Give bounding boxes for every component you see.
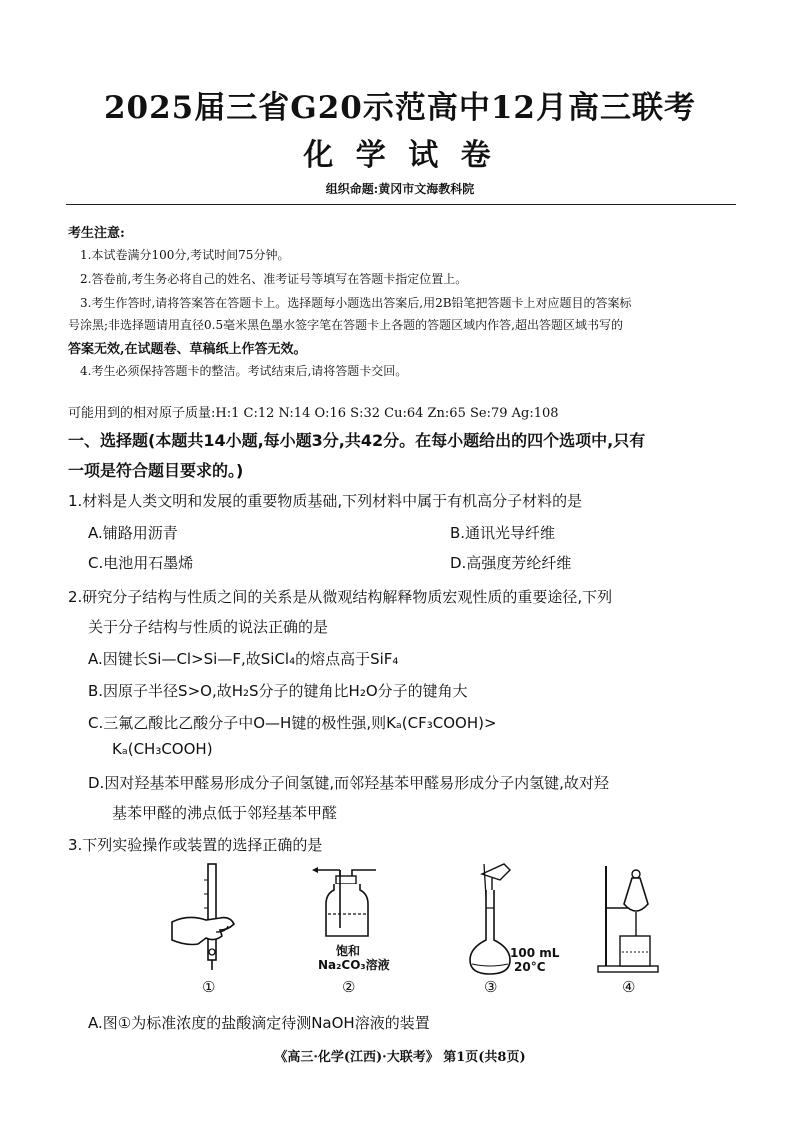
figure-2-number: ②: [342, 978, 356, 996]
burette-hand-icon: [168, 860, 258, 972]
q2-option-b: B.因原子半径S>O,故H₂S分子的键角比H₂O分子的键角大: [88, 682, 468, 700]
q2-option-d-line-2: 基苯甲醛的沸点低于邻羟基苯甲醛: [112, 804, 338, 822]
notice-heading: 考生注意:: [68, 226, 125, 241]
subject-title: 化 学 试 卷: [303, 138, 497, 173]
q1-option-c: C.电池用石墨烯: [88, 554, 194, 572]
section-1-heading-line-1: 一、选择题(本题共14小题,每小题3分,共42分。在每小题给出的四个选项中,只有: [68, 431, 646, 450]
q2-stem-line-2: 关于分子结构与性质的说法正确的是: [88, 618, 329, 636]
wash-bottle-icon: [300, 860, 410, 940]
q2-option-a: A.因键长Si—Cl>Si—F,故SiCl₄的熔点高于SiF₄: [88, 650, 399, 668]
atomic-masses: 可能用到的相对原子质量:H:1 C:12 N:14 O:16 S:32 Cu:64 Zn:65 Se:79 Ag:108: [68, 406, 559, 421]
notice-item-2: 2.答卷前,考生务必将自己的姓名、准考证号等填写在答题卡指定位置上。: [80, 272, 468, 286]
q1-option-a: A.铺路用沥青: [88, 524, 178, 542]
organizer: 组织命题:黄冈市文海教科院: [325, 182, 475, 196]
figure-1-burette: [168, 860, 258, 1000]
figure-3-label-2: 20°C: [514, 960, 546, 974]
q3-option-a: A.图①为标准浓度的盐酸滴定待测NaOH溶液的装置: [88, 1014, 430, 1032]
figure-3-volumetric-flask: [460, 860, 570, 1000]
q1-option-d: D.高强度芳纶纤维: [450, 554, 572, 572]
figure-2-label-2: Na₂CO₃溶液: [318, 958, 390, 972]
separatory-funnel-icon: [596, 860, 666, 974]
page-footer: 《高三·化学(江西)·大联考》 第1页(共8页): [274, 1050, 526, 1065]
section-1-heading-line-2: 一项是符合题目要求的。): [68, 461, 244, 480]
notice-item-3-line-3: 答案无效,在试题卷、草稿纸上作答无效。: [68, 342, 307, 357]
q1-stem: 1.材料是人类文明和发展的重要物质基础,下列材料中属于有机高分子材料的是: [68, 492, 583, 510]
notice-item-3-line-2: 号涂黑;非选择题请用直径0.5毫米黑色墨水签字笔在答题卡上各题的答题区域内作答,超出答题区域书写的: [68, 318, 623, 332]
figure-1-number: ①: [202, 978, 216, 996]
notice-item-1: 1.本试卷满分100分,考试时间75分钟。: [80, 248, 290, 262]
q2-option-d-line-1: D.因对羟基苯甲醛易形成分子间氢键,而邻羟基苯甲醛易形成分子内氢键,故对羟: [88, 774, 609, 792]
exam-title: 2025届三省G20示范高中12月高三联考: [103, 90, 697, 126]
figure-2-wash-bottle: [300, 860, 410, 1000]
figure-3-label-1: 100 mL: [510, 946, 560, 960]
figure-4-number: ④: [622, 978, 636, 996]
q2-option-c-line-1: C.三氟乙酸比乙酸分子中O—H键的极性强,则Kₐ(CF₃COOH)>: [88, 714, 497, 732]
notice-item-4: 4.考生必须保持答题卡的整洁。考试结束后,请将答题卡交回。: [80, 364, 408, 378]
q1-option-b: B.通讯光导纤维: [450, 524, 556, 542]
figure-2-label-1: 饱和: [336, 944, 361, 958]
q2-option-c-line-2: Kₐ(CH₃COOH): [112, 740, 213, 758]
q2-stem-line-1: 2.研究分子结构与性质之间的关系是从微观结构解释物质宏观性质的重要途径,下列: [68, 588, 613, 606]
notice-item-3-line-1: 3.考生作答时,请将答案答在答题卡上。选择题每小题选出答案后,用2B铅笔把答题卡上对应题目的答案标: [80, 296, 632, 310]
q3-stem: 3.下列实验操作或装置的选择正确的是: [68, 836, 323, 854]
figure-3-number: ③: [484, 978, 498, 996]
header-divider: [66, 204, 736, 205]
figure-4-separatory-funnel: [596, 860, 666, 1000]
